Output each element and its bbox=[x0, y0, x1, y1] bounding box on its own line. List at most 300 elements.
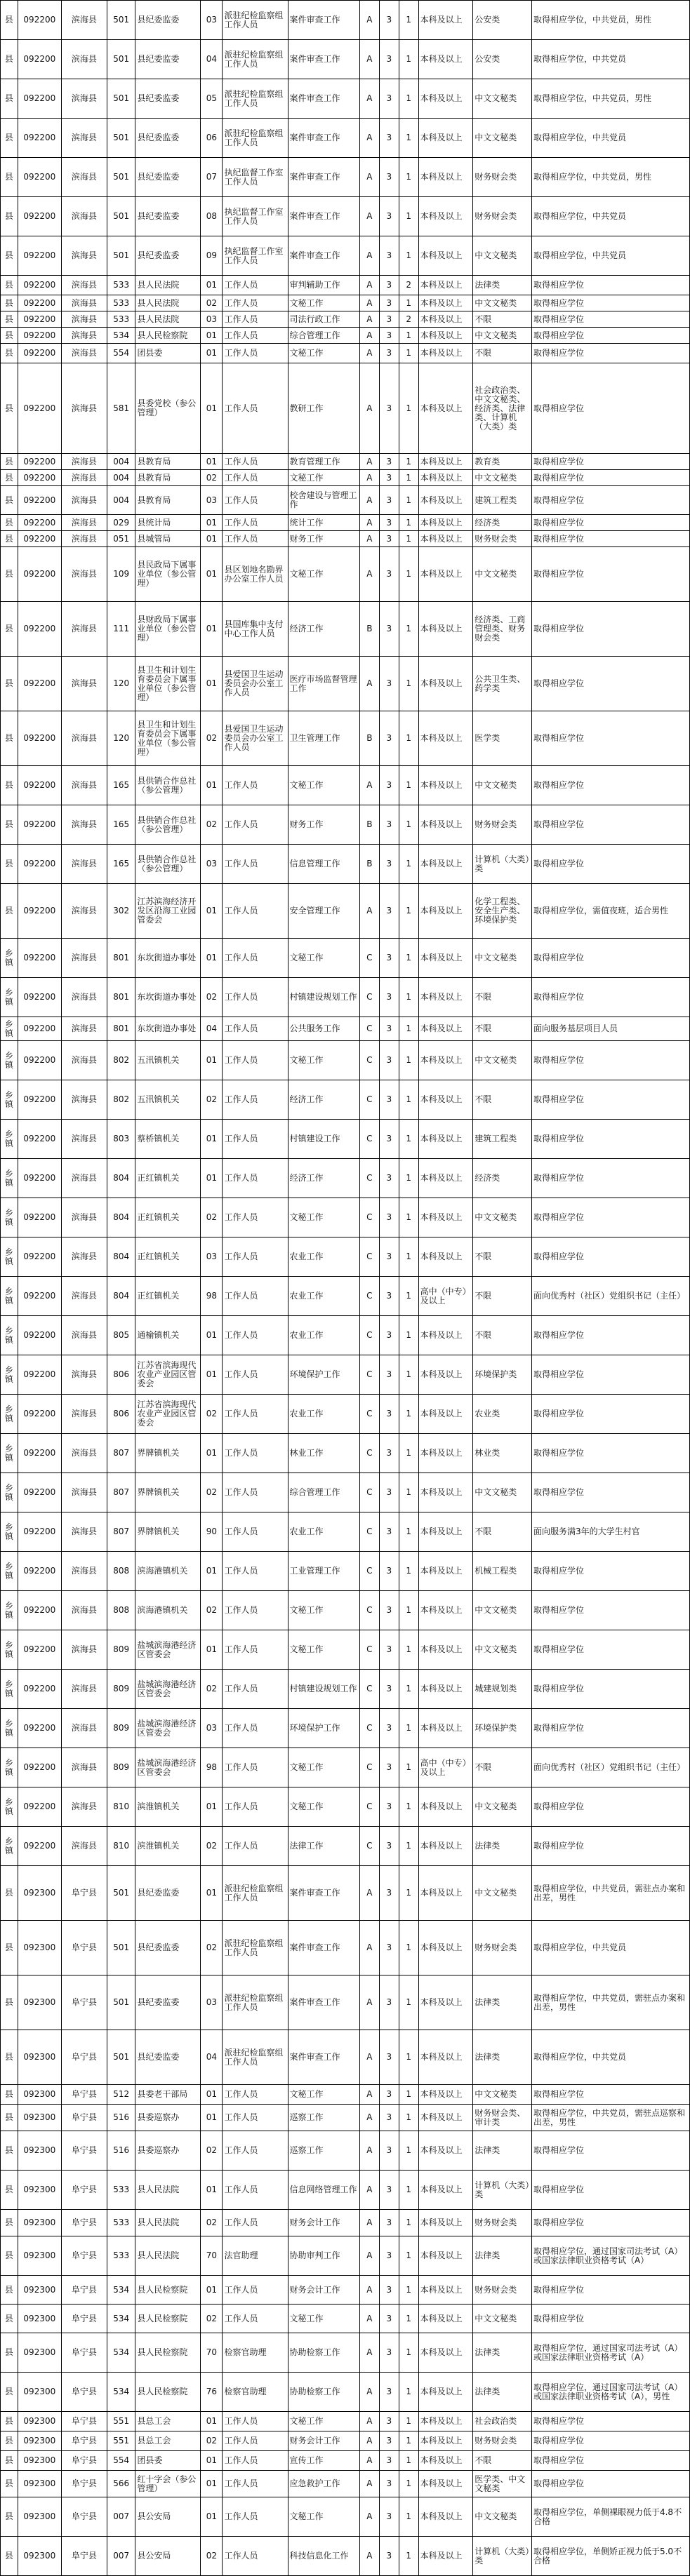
table-row bbox=[1, 939, 690, 978]
cell-dept_code: 120 bbox=[107, 711, 135, 766]
cell-pos_code: 02 bbox=[201, 711, 223, 766]
cell-dept_code: 801 bbox=[107, 978, 135, 1017]
cell-exam_type: 3 bbox=[379, 1975, 399, 2030]
cell-dept: 正红镇机关 bbox=[135, 1237, 201, 1277]
cell-exam_type: 3 bbox=[379, 2305, 399, 2333]
cell-exam_type: 3 bbox=[379, 1395, 399, 1434]
cell-education: 本科及以上 bbox=[418, 158, 473, 197]
cell-major: 法律类 bbox=[473, 1827, 532, 1866]
cell-area: 滨海县 bbox=[61, 119, 107, 158]
cell-area: 滨海县 bbox=[61, 1827, 107, 1866]
table-row bbox=[1, 276, 690, 295]
cell-dept_code: 007 bbox=[107, 2537, 135, 2576]
cell-area: 滨海县 bbox=[61, 328, 107, 344]
cell-other: 取得相应学位 bbox=[531, 939, 689, 978]
cell-pos_type: 工作人员 bbox=[223, 978, 288, 1017]
cell-other: 取得相应学位，通过国家司法考试（A）或国家法律职业资格考试（A） bbox=[531, 2236, 689, 2276]
cell-dept_code: 803 bbox=[107, 1120, 135, 1159]
cell-pos_name: 文秘工作 bbox=[288, 2085, 359, 2105]
cell-education: 本科及以上 bbox=[418, 2171, 473, 2210]
cell-exam_type: 3 bbox=[379, 1866, 399, 1921]
cell-dept: 县人民法院 bbox=[135, 2210, 201, 2236]
cell-area: 滨海县 bbox=[61, 344, 107, 363]
cell-dept: 县总工会 bbox=[135, 2431, 201, 2451]
cell-exam_type: 3 bbox=[379, 2276, 399, 2305]
cell-pos_type: 工作人员 bbox=[223, 2131, 288, 2171]
cell-area: 滨海县 bbox=[61, 1198, 107, 1237]
cell-pos_code: 01 bbox=[201, 766, 223, 805]
cell-education: 本科及以上 bbox=[418, 884, 473, 939]
cell-pos_type: 工作人员 bbox=[223, 1237, 288, 1277]
cell-pos_name: 文秘工作 bbox=[288, 939, 359, 978]
cell-count: 1 bbox=[399, 1866, 418, 1921]
cell-code: 092200 bbox=[18, 1512, 61, 1552]
cell-count: 1 bbox=[399, 1512, 418, 1552]
cell-count: 1 bbox=[399, 2537, 418, 2576]
cell-count: 1 bbox=[399, 344, 418, 363]
cell-pos_name: 环境保护工作 bbox=[288, 1355, 359, 1395]
cell-education: 本科及以上 bbox=[418, 1787, 473, 1827]
cell-dept: 县纪委监委 bbox=[135, 1, 201, 40]
cell-education: 本科及以上 bbox=[418, 805, 473, 845]
cell-dept: 滨海港镇机关 bbox=[135, 1552, 201, 1591]
cell-pos_code: 01 bbox=[201, 657, 223, 711]
cell-exam_type: 3 bbox=[379, 547, 399, 602]
cell-other: 取得相应学位 bbox=[531, 2471, 689, 2497]
cell-dept: 县人民检察院 bbox=[135, 2276, 201, 2305]
cell-education: 本科及以上 bbox=[418, 454, 473, 470]
cell-exam_type: 3 bbox=[379, 2210, 399, 2236]
cell-pos_type: 工作人员 bbox=[223, 1277, 288, 1316]
cell-pos_code: 02 bbox=[201, 2305, 223, 2333]
cell-pos_code: 05 bbox=[201, 79, 223, 119]
cell-code: 092200 bbox=[18, 845, 61, 884]
cell-exam_type: 3 bbox=[379, 657, 399, 711]
cell-other: 取得相应学位 bbox=[531, 2131, 689, 2171]
cell-category: A bbox=[359, 2171, 379, 2210]
cell-education: 本科及以上 bbox=[418, 1473, 473, 1512]
cell-other: 取得相应学位 bbox=[531, 766, 689, 805]
cell-major: 法律类 bbox=[473, 2131, 532, 2171]
cell-pos_name: 卫生管理工作 bbox=[288, 711, 359, 766]
table-row bbox=[1, 79, 690, 119]
cell-category: A bbox=[359, 311, 379, 328]
cell-pos_name: 财务会计工作 bbox=[288, 2210, 359, 2236]
cell-pos_name: 案件审查工作 bbox=[288, 79, 359, 119]
cell-exam_type: 3 bbox=[379, 1017, 399, 1041]
cell-level: 乡镇 bbox=[1, 1591, 18, 1630]
cell-dept: 县卫生和计划生育委员会下属事业单位（参公管理） bbox=[135, 711, 201, 766]
cell-education: 本科及以上 bbox=[418, 657, 473, 711]
cell-major: 中文文秘类 bbox=[473, 547, 532, 602]
cell-dept_code: 501 bbox=[107, 1, 135, 40]
table-row bbox=[1, 766, 690, 805]
cell-major: 中文文秘类 bbox=[473, 2497, 532, 2537]
cell-level: 乡镇 bbox=[1, 1277, 18, 1316]
cell-area: 滨海县 bbox=[61, 486, 107, 515]
table-body bbox=[1, 1, 690, 2576]
cell-pos_type: 工作人员 bbox=[223, 884, 288, 939]
cell-exam_type: 3 bbox=[379, 363, 399, 454]
cell-count: 1 bbox=[399, 470, 418, 486]
cell-major: 计算机（大类）类 bbox=[473, 2171, 532, 2210]
table-row bbox=[1, 1709, 690, 1748]
cell-major: 财务财会类 bbox=[473, 531, 532, 547]
cell-area: 阜宁县 bbox=[61, 2373, 107, 2412]
cell-pos_code: 76 bbox=[201, 2373, 223, 2412]
cell-code: 092200 bbox=[18, 1017, 61, 1041]
cell-category: A bbox=[359, 2373, 379, 2412]
cell-pos_name: 文秘工作 bbox=[288, 470, 359, 486]
cell-education: 高中（中专）及以上 bbox=[418, 1277, 473, 1316]
cell-pos_code: 03 bbox=[201, 1975, 223, 2030]
cell-other: 取得相应学位，中共党员 bbox=[531, 236, 689, 276]
cell-dept_code: 533 bbox=[107, 276, 135, 295]
cell-count: 1 bbox=[399, 1473, 418, 1512]
cell-exam_type: 3 bbox=[379, 2236, 399, 2276]
cell-pos_code: 04 bbox=[201, 1017, 223, 1041]
cell-major: 中文文秘类 bbox=[473, 295, 532, 311]
cell-dept: 正红镇机关 bbox=[135, 1159, 201, 1198]
cell-major: 中文文秘类 bbox=[473, 766, 532, 805]
cell-category: A bbox=[359, 470, 379, 486]
cell-code: 092200 bbox=[18, 197, 61, 236]
cell-pos_code: 98 bbox=[201, 1748, 223, 1787]
cell-dept_code: 804 bbox=[107, 1277, 135, 1316]
cell-pos_code: 01 bbox=[201, 276, 223, 295]
table-row bbox=[1, 2105, 690, 2131]
cell-code: 092200 bbox=[18, 1591, 61, 1630]
cell-major: 财务财会类 bbox=[473, 158, 532, 197]
cell-area: 滨海县 bbox=[61, 1237, 107, 1277]
cell-dept: 县纪委监委 bbox=[135, 197, 201, 236]
cell-exam_type: 3 bbox=[379, 1159, 399, 1198]
cell-pos_name: 协助检察工作 bbox=[288, 2373, 359, 2412]
cell-code: 092300 bbox=[18, 2412, 61, 2431]
cell-count: 1 bbox=[399, 1120, 418, 1159]
cell-pos_name: 校舍建设与管理工作 bbox=[288, 486, 359, 515]
cell-level: 县 bbox=[1, 2537, 18, 2576]
cell-category: C bbox=[359, 1237, 379, 1277]
cell-pos_name: 文秘工作 bbox=[288, 1787, 359, 1827]
cell-education: 本科及以上 bbox=[418, 1591, 473, 1630]
cell-education: 本科及以上 bbox=[418, 1017, 473, 1041]
cell-exam_type: 3 bbox=[379, 805, 399, 845]
table-row bbox=[1, 197, 690, 236]
cell-level: 县 bbox=[1, 1921, 18, 1975]
cell-count: 1 bbox=[399, 1017, 418, 1041]
cell-exam_type: 3 bbox=[379, 454, 399, 470]
cell-level: 县 bbox=[1, 2305, 18, 2333]
cell-count: 1 bbox=[399, 2471, 418, 2497]
cell-pos_code: 01 bbox=[201, 1552, 223, 1591]
cell-other: 取得相应学位 bbox=[531, 1434, 689, 1473]
cell-area: 阜宁县 bbox=[61, 2431, 107, 2451]
cell-education: 本科及以上 bbox=[418, 602, 473, 657]
cell-other: 取得相应学位 bbox=[531, 328, 689, 344]
cell-pos_type: 派驻纪检监察组工作人员 bbox=[223, 1921, 288, 1975]
cell-pos_code: 01 bbox=[201, 1630, 223, 1670]
cell-level: 县 bbox=[1, 2105, 18, 2131]
cell-area: 阜宁县 bbox=[61, 2276, 107, 2305]
cell-count: 1 bbox=[399, 2131, 418, 2171]
cell-area: 滨海县 bbox=[61, 884, 107, 939]
cell-pos_name: 财务会计工作 bbox=[288, 2431, 359, 2451]
cell-exam_type: 3 bbox=[379, 2171, 399, 2210]
cell-education: 本科及以上 bbox=[418, 515, 473, 531]
cell-area: 阜宁县 bbox=[61, 2030, 107, 2085]
cell-exam_type: 3 bbox=[379, 1709, 399, 1748]
cell-dept: 滨淮镇机关 bbox=[135, 1787, 201, 1827]
cell-pos_code: 03 bbox=[201, 1, 223, 40]
cell-pos_type: 工作人员 bbox=[223, 328, 288, 344]
cell-major: 经济类 bbox=[473, 515, 532, 531]
cell-dept: 正红镇机关 bbox=[135, 1198, 201, 1237]
cell-other: 取得相应学位，通过国家司法考试（A）或国家法律职业资格考试（A） bbox=[531, 2333, 689, 2373]
cell-education: 本科及以上 bbox=[418, 311, 473, 328]
cell-pos_type: 工作人员 bbox=[223, 805, 288, 845]
cell-dept: 县人民检察院 bbox=[135, 328, 201, 344]
cell-count: 1 bbox=[399, 40, 418, 79]
cell-pos_name: 林业工作 bbox=[288, 1434, 359, 1473]
cell-education: 本科及以上 bbox=[418, 1709, 473, 1748]
cell-pos_name: 文秘工作 bbox=[288, 1041, 359, 1080]
cell-level: 县 bbox=[1, 295, 18, 311]
cell-level: 乡镇 bbox=[1, 1316, 18, 1355]
cell-exam_type: 3 bbox=[379, 1827, 399, 1866]
cell-level: 县 bbox=[1, 79, 18, 119]
cell-area: 滨海县 bbox=[61, 470, 107, 486]
cell-category: C bbox=[359, 1827, 379, 1866]
cell-exam_type: 3 bbox=[379, 1277, 399, 1316]
cell-other: 取得相应学位 bbox=[531, 845, 689, 884]
cell-major: 公安类 bbox=[473, 40, 532, 79]
cell-pos_name: 教研工作 bbox=[288, 363, 359, 454]
cell-category: A bbox=[359, 2105, 379, 2131]
cell-area: 阜宁县 bbox=[61, 2210, 107, 2236]
cell-category: A bbox=[359, 515, 379, 531]
cell-category: A bbox=[359, 2431, 379, 2451]
cell-dept_code: 533 bbox=[107, 2171, 135, 2210]
cell-pos_code: 01 bbox=[201, 2276, 223, 2305]
table-row bbox=[1, 295, 690, 311]
cell-level: 县 bbox=[1, 236, 18, 276]
cell-pos_type: 县区划地名勘界办公室工作人员 bbox=[223, 547, 288, 602]
cell-area: 滨海县 bbox=[61, 547, 107, 602]
cell-major: 不限 bbox=[473, 1277, 532, 1316]
cell-area: 滨海县 bbox=[61, 1473, 107, 1512]
cell-education: 本科及以上 bbox=[418, 236, 473, 276]
cell-exam_type: 3 bbox=[379, 2537, 399, 2576]
cell-dept_code: 501 bbox=[107, 2030, 135, 2085]
cell-pos_type: 派驻纪检监察组工作人员 bbox=[223, 2030, 288, 2085]
cell-code: 092300 bbox=[18, 2030, 61, 2085]
cell-area: 阜宁县 bbox=[61, 2085, 107, 2105]
cell-level: 县 bbox=[1, 1866, 18, 1921]
cell-code: 092300 bbox=[18, 2451, 61, 2471]
table-row bbox=[1, 1080, 690, 1120]
cell-code: 092300 bbox=[18, 2471, 61, 2497]
cell-major: 不限 bbox=[473, 1080, 532, 1120]
cell-count: 1 bbox=[399, 711, 418, 766]
cell-exam_type: 3 bbox=[379, 276, 399, 295]
cell-other: 取得相应学位 bbox=[531, 1630, 689, 1670]
cell-pos_type: 县爱国卫生运动委员会办公室工作人员 bbox=[223, 657, 288, 711]
cell-level: 乡镇 bbox=[1, 1709, 18, 1748]
table-row bbox=[1, 978, 690, 1017]
table-row bbox=[1, 1237, 690, 1277]
cell-dept_code: 111 bbox=[107, 602, 135, 657]
table-row bbox=[1, 845, 690, 884]
table-row bbox=[1, 1434, 690, 1473]
cell-code: 092200 bbox=[18, 1, 61, 40]
cell-major: 中文文秘类 bbox=[473, 1041, 532, 1080]
cell-dept_code: 534 bbox=[107, 2276, 135, 2305]
cell-exam_type: 3 bbox=[379, 1552, 399, 1591]
cell-other: 取得相应学位 bbox=[531, 1080, 689, 1120]
cell-exam_type: 3 bbox=[379, 1041, 399, 1080]
cell-dept_code: 534 bbox=[107, 328, 135, 344]
cell-dept_code: 810 bbox=[107, 1827, 135, 1866]
cell-pos_code: 01 bbox=[201, 531, 223, 547]
cell-major: 医学类、中文文秘类 bbox=[473, 2471, 532, 2497]
cell-pos_name: 教育管理工作 bbox=[288, 454, 359, 470]
cell-pos_name: 农业工作 bbox=[288, 1395, 359, 1434]
cell-education: 本科及以上 bbox=[418, 2537, 473, 2576]
cell-code: 092300 bbox=[18, 1975, 61, 2030]
cell-dept_code: 807 bbox=[107, 1473, 135, 1512]
cell-major: 公安类 bbox=[473, 1, 532, 40]
cell-major: 城建规划类 bbox=[473, 1670, 532, 1709]
cell-major: 财务财会类、审计类 bbox=[473, 2105, 532, 2131]
cell-pos_name: 协助检察工作 bbox=[288, 2333, 359, 2373]
cell-other: 取得相应学位 bbox=[531, 344, 689, 363]
cell-area: 滨海县 bbox=[61, 766, 107, 805]
cell-major: 法律类 bbox=[473, 276, 532, 295]
cell-pos_type: 工作人员 bbox=[223, 2085, 288, 2105]
cell-category: A bbox=[359, 236, 379, 276]
cell-dept: 滨海港镇机关 bbox=[135, 1591, 201, 1630]
cell-category: A bbox=[359, 1975, 379, 2030]
cell-pos_type: 工作人员 bbox=[223, 2471, 288, 2497]
cell-dept: 东坎街道办事处 bbox=[135, 1017, 201, 1041]
cell-dept: 盐城滨海港经济区管委会 bbox=[135, 1630, 201, 1670]
cell-dept: 县供销合作总社（参公管理） bbox=[135, 766, 201, 805]
cell-major: 中文文秘类 bbox=[473, 939, 532, 978]
cell-category: A bbox=[359, 119, 379, 158]
cell-major: 财务财会类 bbox=[473, 2210, 532, 2236]
cell-pos_code: 01 bbox=[201, 1866, 223, 1921]
cell-area: 阜宁县 bbox=[61, 1866, 107, 1921]
cell-major: 中文文秘类 bbox=[473, 1787, 532, 1827]
cell-education: 本科及以上 bbox=[418, 2105, 473, 2131]
cell-dept: 县纪委监委 bbox=[135, 1975, 201, 2030]
table-row bbox=[1, 1512, 690, 1552]
cell-major: 不限 bbox=[473, 1512, 532, 1552]
cell-pos_code: 03 bbox=[201, 845, 223, 884]
cell-pos_name: 医疗市场监督管理工作 bbox=[288, 657, 359, 711]
cell-level: 县 bbox=[1, 486, 18, 515]
cell-other: 面向优秀村（社区）党组织书记（主任） bbox=[531, 1277, 689, 1316]
cell-pos_code: 01 bbox=[201, 2085, 223, 2105]
cell-other: 取得相应学位 bbox=[531, 657, 689, 711]
cell-level: 县 bbox=[1, 805, 18, 845]
cell-pos_name: 经济工作 bbox=[288, 1159, 359, 1198]
cell-pos_code: 09 bbox=[201, 236, 223, 276]
cell-pos_name: 案件审查工作 bbox=[288, 1866, 359, 1921]
cell-exam_type: 3 bbox=[379, 2431, 399, 2451]
cell-count: 1 bbox=[399, 978, 418, 1017]
cell-dept: 盐城滨海港经济区管委会 bbox=[135, 1709, 201, 1748]
table-row bbox=[1, 158, 690, 197]
cell-area: 滨海县 bbox=[61, 40, 107, 79]
cell-pos_code: 01 bbox=[201, 1159, 223, 1198]
table-row bbox=[1, 1921, 690, 1975]
cell-category: A bbox=[359, 1921, 379, 1975]
cell-dept: 县民政局下属事业单位（参公管理） bbox=[135, 547, 201, 602]
cell-code: 092200 bbox=[18, 602, 61, 657]
cell-education: 本科及以上 bbox=[418, 2431, 473, 2451]
cell-code: 092200 bbox=[18, 79, 61, 119]
cell-dept: 江苏省滨海现代农业产业园区管委会 bbox=[135, 1355, 201, 1395]
table-row bbox=[1, 2497, 690, 2537]
cell-dept: 县纪委监委 bbox=[135, 2030, 201, 2085]
cell-dept_code: 165 bbox=[107, 805, 135, 845]
cell-code: 092200 bbox=[18, 1120, 61, 1159]
cell-education: 本科及以上 bbox=[418, 197, 473, 236]
cell-education: 本科及以上 bbox=[418, 1080, 473, 1120]
cell-other: 取得相应学位 bbox=[531, 1552, 689, 1591]
cell-area: 滨海县 bbox=[61, 363, 107, 454]
cell-pos_name: 信息网络管理工作 bbox=[288, 2171, 359, 2210]
cell-other: 取得相应学位 bbox=[531, 1709, 689, 1748]
cell-other: 取得相应学位 bbox=[531, 295, 689, 311]
cell-exam_type: 3 bbox=[379, 2131, 399, 2171]
cell-major: 不限 bbox=[473, 2451, 532, 2471]
cell-category: A bbox=[359, 2085, 379, 2105]
cell-pos_name: 案件审查工作 bbox=[288, 1921, 359, 1975]
cell-code: 092200 bbox=[18, 1473, 61, 1512]
cell-code: 092200 bbox=[18, 766, 61, 805]
cell-exam_type: 3 bbox=[379, 2105, 399, 2131]
cell-exam_type: 3 bbox=[379, 236, 399, 276]
table-row bbox=[1, 2471, 690, 2497]
cell-count: 1 bbox=[399, 1, 418, 40]
table-row bbox=[1, 1, 690, 40]
cell-category: C bbox=[359, 1041, 379, 1080]
cell-dept_code: 109 bbox=[107, 547, 135, 602]
cell-dept: 县纪委监委 bbox=[135, 119, 201, 158]
cell-major: 中文文秘类 bbox=[473, 236, 532, 276]
cell-level: 县 bbox=[1, 2276, 18, 2305]
cell-area: 滨海县 bbox=[61, 1120, 107, 1159]
cell-dept_code: 809 bbox=[107, 1670, 135, 1709]
cell-dept: 县人民法院 bbox=[135, 295, 201, 311]
cell-count: 1 bbox=[399, 1080, 418, 1120]
cell-pos_code: 70 bbox=[201, 2236, 223, 2276]
cell-pos_type: 工作人员 bbox=[223, 766, 288, 805]
cell-pos_name: 村镇建设规划工作 bbox=[288, 978, 359, 1017]
cell-area: 滨海县 bbox=[61, 236, 107, 276]
cell-education: 本科及以上 bbox=[418, 2471, 473, 2497]
cell-dept: 县城管局 bbox=[135, 531, 201, 547]
cell-code: 092200 bbox=[18, 311, 61, 328]
cell-education: 本科及以上 bbox=[418, 1355, 473, 1395]
cell-major: 不限 bbox=[473, 978, 532, 1017]
cell-area: 滨海县 bbox=[61, 79, 107, 119]
cell-exam_type: 3 bbox=[379, 939, 399, 978]
cell-code: 092200 bbox=[18, 939, 61, 978]
